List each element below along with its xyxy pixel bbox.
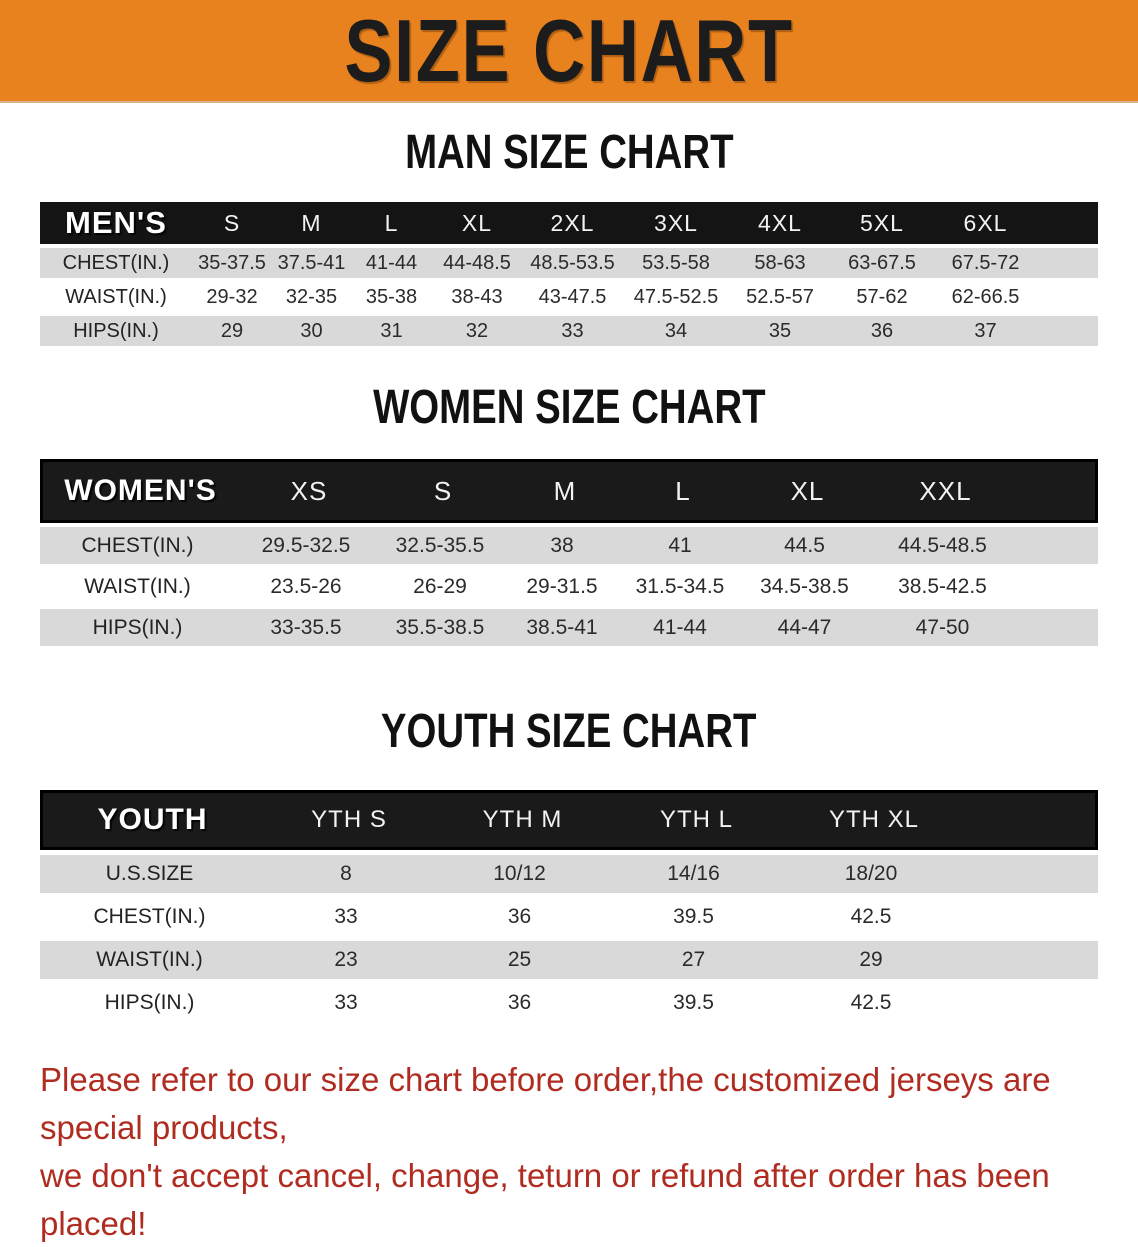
cell: 26-29 xyxy=(413,574,467,598)
size-column-header: M xyxy=(301,209,322,236)
women-section-heading xyxy=(0,381,1138,434)
cell: 53.5-58 xyxy=(642,251,710,274)
cell: 42.5 xyxy=(850,991,892,1014)
table-row xyxy=(40,248,1098,278)
size-column-header: YTH XL xyxy=(828,806,920,833)
women-table-header-row xyxy=(40,459,1098,523)
cell: 23 xyxy=(334,948,358,971)
table-row xyxy=(40,527,1098,564)
cell: 23.5-26 xyxy=(270,574,342,598)
size-column-header: 4XL xyxy=(758,209,802,236)
cell: 33 xyxy=(334,905,358,928)
size-column-header: 2XL xyxy=(550,209,595,236)
cell: 29-32 xyxy=(206,285,258,308)
row-label: U.S.SIZE xyxy=(105,862,194,885)
cell: 31 xyxy=(380,319,403,342)
cell: 29-31.5 xyxy=(526,574,598,598)
disclaimer-line-1: Please refer to our size chart before order,the customized jerseys are special products, xyxy=(40,1061,1051,1146)
cell: 38.5-41 xyxy=(526,615,598,639)
cell: 41 xyxy=(668,533,692,557)
cell: 35 xyxy=(768,319,792,342)
cell: 8 xyxy=(340,862,352,885)
row-label: WAIST(IN.) xyxy=(65,285,167,308)
cell: 14/16 xyxy=(667,862,720,885)
cell: 67.5-72 xyxy=(951,251,1020,274)
row-label: CHEST(IN.) xyxy=(62,251,170,274)
cell: 18/20 xyxy=(844,862,898,885)
cell: 35-38 xyxy=(365,285,418,308)
cell: 29.5-32.5 xyxy=(261,533,351,557)
cell: 36 xyxy=(507,905,532,928)
cell: 52.5-57 xyxy=(746,285,814,308)
cell: 25 xyxy=(507,948,532,971)
man-section-heading xyxy=(0,126,1138,179)
cell: 33 xyxy=(334,991,358,1014)
table-row xyxy=(40,568,1098,605)
table-row xyxy=(40,855,1098,893)
cell: 35.5-38.5 xyxy=(395,615,485,639)
size-column-header: 3XL xyxy=(654,209,698,236)
youth-section-heading xyxy=(0,705,1138,758)
size-column-header: L xyxy=(675,475,691,506)
cell: 29 xyxy=(220,319,244,342)
row-label: HIPS(IN.) xyxy=(104,991,195,1014)
size-column-header: XS xyxy=(290,475,328,506)
cell: 32.5-35.5 xyxy=(395,533,485,557)
cell: 44.5 xyxy=(784,533,825,557)
cell: 29 xyxy=(859,948,883,971)
row-label: HIPS(IN.) xyxy=(73,319,159,342)
cell: 32-35 xyxy=(285,285,338,308)
cell: 48.5-53.5 xyxy=(530,251,615,274)
man-section-heading-text: MAN SIZE CHART xyxy=(404,126,734,179)
cell: 38 xyxy=(550,533,574,557)
size-column-header: XL xyxy=(790,475,825,506)
table-row xyxy=(40,282,1098,312)
cell: 47-50 xyxy=(915,615,970,639)
cell: 33-35.5 xyxy=(270,615,342,639)
cell: 10/12 xyxy=(493,862,546,885)
cell: 33 xyxy=(561,319,584,342)
cell: 35-37.5 xyxy=(198,251,266,274)
cell: 31.5-34.5 xyxy=(635,574,725,598)
cell: 43-47.5 xyxy=(538,285,607,308)
row-label: CHEST(IN.) xyxy=(81,533,194,557)
size-column-header: M xyxy=(553,475,577,506)
men-table-header-row xyxy=(40,202,1098,244)
size-column-header: 6XL xyxy=(963,209,1008,236)
youth-table-header-row xyxy=(40,790,1098,850)
cell: 36 xyxy=(870,319,894,342)
size-column-header: 5XL xyxy=(860,209,904,236)
size-column-header: L xyxy=(384,209,399,236)
table-row xyxy=(40,316,1098,346)
banner-title: SIZE CHART xyxy=(344,0,794,100)
size-column-header: YTH M xyxy=(482,806,563,833)
men-size-table xyxy=(40,202,1098,346)
cell: 44-47 xyxy=(777,615,832,639)
cell: 27 xyxy=(681,948,706,971)
disclaimer-text xyxy=(40,1056,1110,1247)
cell: 38-43 xyxy=(451,285,503,308)
cell: 42.5 xyxy=(850,905,892,928)
cell: 63-67.5 xyxy=(848,251,916,274)
men-corner-label: MEN'S xyxy=(65,205,167,240)
cell: 62-66.5 xyxy=(951,285,1020,308)
table-row xyxy=(40,609,1098,646)
row-label: HIPS(IN.) xyxy=(92,615,183,639)
size-column-header: XXL xyxy=(919,475,972,506)
table-row xyxy=(40,984,1098,1022)
cell: 41-44 xyxy=(653,615,707,639)
cell: 30 xyxy=(300,319,323,342)
youth-section-heading-text: YOUTH SIZE CHART xyxy=(381,705,757,758)
cell: 37.5-41 xyxy=(277,251,346,274)
cell: 57-62 xyxy=(856,285,908,308)
women-corner-label: WOMEN'S xyxy=(64,474,217,507)
size-column-header: XL xyxy=(461,209,493,236)
row-label: WAIST(IN.) xyxy=(96,948,203,971)
cell: 44-48.5 xyxy=(443,251,511,274)
cell: 34.5-38.5 xyxy=(760,574,849,598)
size-column-header: S xyxy=(433,475,453,506)
disclaimer-line-2: we don't accept cancel, change, teturn or refund after order has been placed! xyxy=(40,1156,1050,1242)
size-column-header: YTH S xyxy=(311,806,387,833)
cell: 39.5 xyxy=(673,905,714,928)
cell: 44.5-48.5 xyxy=(898,533,987,557)
youth-size-table xyxy=(40,790,1098,1022)
cell: 39.5 xyxy=(673,991,714,1014)
cell: 32 xyxy=(465,319,489,342)
cell: 41-44 xyxy=(365,251,418,274)
youth-corner-label: YOUTH xyxy=(97,803,208,836)
cell: 37 xyxy=(974,319,997,342)
row-label: WAIST(IN.) xyxy=(84,574,191,598)
size-column-header: S xyxy=(223,209,241,236)
row-label: CHEST(IN.) xyxy=(93,905,206,928)
women-section-heading-text: WOMEN SIZE CHART xyxy=(372,381,766,434)
table-row xyxy=(40,941,1098,979)
size-chart-banner xyxy=(0,0,1138,103)
table-row xyxy=(40,898,1098,936)
women-size-table xyxy=(40,459,1098,646)
size-column-header: YTH L xyxy=(659,806,733,833)
cell: 58-63 xyxy=(754,251,806,274)
cell: 47.5-52.5 xyxy=(633,285,719,308)
cell: 36 xyxy=(507,991,532,1014)
cell: 34 xyxy=(664,319,688,342)
cell: 38.5-42.5 xyxy=(898,574,987,598)
